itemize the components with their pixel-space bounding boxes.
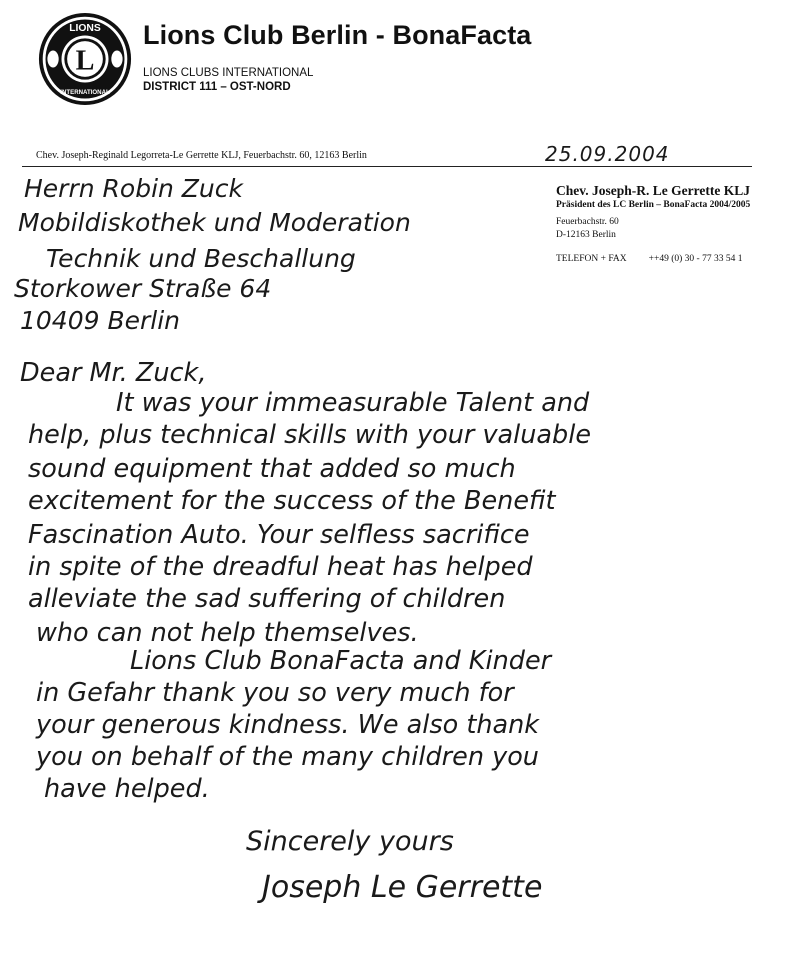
body-line: have helped. — [44, 774, 210, 804]
body-line: in spite of the dreadful heat has helped — [28, 552, 533, 582]
club-name: Lions Club Berlin - BonaFacta — [143, 20, 532, 50]
body-line: who can not help themselves. — [36, 618, 419, 648]
signature: Joseph Le Gerrette — [262, 870, 543, 905]
body-line: in Gefahr thank you so very much for — [36, 678, 514, 708]
president-city: D-12163 Berlin — [556, 230, 616, 240]
president-title: Präsident des LC Berlin – BonaFacta 2004/2005 — [556, 200, 751, 210]
sender-address-line: Chev. Joseph-Reginald Legorreta-Le Gerrette KLJ, Feuerbachstr. 60, 12163 Berlin — [36, 150, 367, 161]
body-line: Fascination Auto. Your selfless sacrifice — [28, 520, 530, 550]
body-line: help, plus technical skills with your valuable — [28, 420, 592, 450]
header-divider — [22, 166, 752, 167]
body-line: alleviate the sad suffering of children — [28, 584, 506, 614]
recipient-line: Herrn Robin Zuck — [24, 174, 243, 203]
lions-club-logo — [38, 12, 132, 106]
organization-name: LIONS CLUBS INTERNATIONAL — [143, 67, 314, 79]
president-phone — [556, 254, 742, 264]
phone-label: TELEFON + FAX — [556, 254, 627, 264]
district-name: DISTRICT 111 – OST-NORD — [143, 81, 291, 93]
recipient-line: Mobildiskothek und Moderation — [18, 208, 411, 237]
body-line: your generous kindness. We also thank — [36, 710, 540, 740]
body-line: you on behalf of the many children you — [36, 742, 539, 772]
letter-date: 25.09.2004 — [545, 142, 670, 166]
recipient-line: 10409 Berlin — [20, 306, 181, 335]
phone-number: ++49 (0) 30 - 77 33 54 1 — [648, 254, 743, 264]
recipient-line: Storkower Straße 64 — [14, 274, 272, 303]
recipient-line: Technik und Beschallung — [46, 244, 356, 273]
salutation: Dear Mr. Zuck, — [20, 358, 207, 388]
logo-bottom-text: INTERNATIONAL — [60, 88, 110, 96]
body-line: Lions Club BonaFacta and Kinder — [130, 646, 552, 676]
body-line: excitement for the success of the Benefit — [28, 486, 556, 516]
logo-letter: L — [75, 45, 95, 77]
president-name: Chev. Joseph-R. Le Gerrette KLJ — [556, 183, 750, 198]
body-line: sound equipment that added so much — [28, 454, 516, 484]
closing: Sincerely yours — [246, 826, 454, 857]
logo-top-text: LIONS — [69, 22, 101, 34]
president-street: Feuerbachstr. 60 — [556, 217, 619, 227]
body-line: It was your immeasurable Talent and — [116, 388, 590, 418]
